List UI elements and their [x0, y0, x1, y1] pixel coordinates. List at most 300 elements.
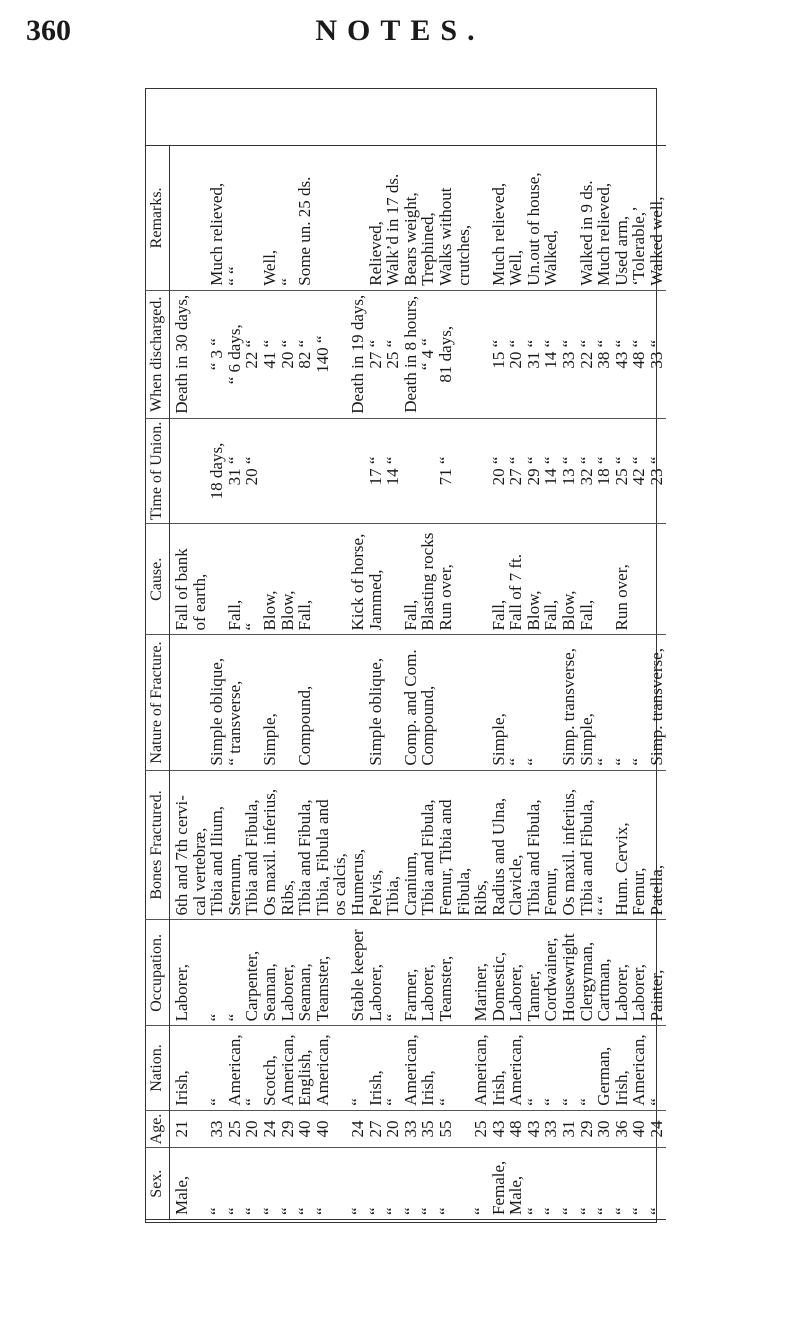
table-cell: Simple oblique,	[367, 635, 385, 770]
table-cell: 27 “	[367, 290, 385, 418]
table-cell: cal vertebræ,	[191, 770, 209, 920]
table-cell: Laborer,	[613, 920, 631, 1026]
table-cell: “	[630, 635, 648, 770]
table-cell: Walk’d in 17 ds.	[384, 146, 402, 291]
table-cell: 13 “	[560, 418, 578, 524]
table-cell: Un.out of house,	[525, 146, 543, 291]
table-cell: English,	[296, 1026, 314, 1110]
table-cell: “	[419, 1148, 437, 1220]
table-cell: 40	[314, 1110, 332, 1148]
table-row	[261, 146, 279, 1220]
table-cell: Laborer,	[279, 920, 297, 1026]
table-cell	[331, 418, 349, 524]
table-cell: Os maxil. inferius,	[560, 770, 578, 920]
table-cell: “ 4 “	[419, 290, 437, 418]
table-cell: 31	[560, 1110, 578, 1148]
table-cell: “	[349, 1026, 367, 1110]
table-cell	[595, 524, 613, 635]
table-cell: “	[507, 635, 525, 770]
table-cell: Walked well,	[648, 146, 666, 291]
table-cell: Fall,	[296, 524, 314, 635]
table-cell: Teamster,	[314, 920, 332, 1026]
column-header: Sex.	[145, 1148, 170, 1220]
table-cell: 29 “	[525, 418, 543, 524]
table-row	[349, 146, 367, 1220]
table-cell	[279, 418, 297, 524]
table-cell: Walked,	[542, 146, 560, 291]
table-cell: Painter,	[648, 920, 666, 1026]
table-cell: Irish,	[490, 1026, 508, 1110]
table-cell	[455, 290, 473, 418]
table-row	[314, 146, 332, 1220]
table-cell: 24	[261, 1110, 279, 1148]
table-cell	[331, 920, 349, 1026]
table-cell: 27	[367, 1110, 385, 1148]
table-cell: Laborer,	[630, 920, 648, 1026]
table-cell: Irish,	[170, 1026, 191, 1110]
table-cell: 20 “	[243, 418, 261, 524]
column-header: Nature of Fracture.	[145, 635, 170, 770]
table-cell: 15 “	[490, 290, 508, 418]
table-cell	[402, 418, 420, 524]
table-cell: “	[437, 1026, 455, 1110]
table-cell	[384, 524, 402, 635]
table-cell	[191, 146, 209, 291]
table-cell: 82 “	[296, 290, 314, 418]
table-cell: 24	[349, 1110, 367, 1148]
table-cell: “	[578, 1026, 596, 1110]
table-cell: Jammed,	[367, 524, 385, 635]
table-cell: 43 “	[613, 290, 631, 418]
table-cell: “ “	[595, 770, 613, 920]
table-cell: 25	[472, 1110, 490, 1148]
table-cell: Some un. 25 ds.	[296, 146, 314, 291]
table-cell: Simple,	[578, 635, 596, 770]
table-cell	[243, 635, 261, 770]
rotated-table-container	[145, 145, 667, 1220]
table-cell: Relieved,	[367, 146, 385, 291]
table-cell: 14 “	[384, 418, 402, 524]
table-cell: Fall,	[542, 524, 560, 635]
table-cell: 33 “	[560, 290, 578, 418]
table-cell	[314, 524, 332, 635]
table-cell	[648, 524, 666, 635]
table-cell	[191, 1110, 209, 1148]
table-cell	[455, 635, 473, 770]
table-cell: Os maxil. inferius,	[261, 770, 279, 920]
table-cell: 41 “	[261, 290, 279, 418]
table-cell	[437, 635, 455, 770]
table-cell: Femur,	[630, 770, 648, 920]
table-row	[279, 146, 297, 1220]
table-cell: 31 “	[525, 290, 543, 418]
table-cell: 20 “	[490, 418, 508, 524]
table-row	[542, 146, 560, 1220]
table-cell: “	[279, 146, 297, 291]
table-cell: American,	[279, 1026, 297, 1110]
column-header: Age.	[145, 1110, 170, 1148]
table-row	[578, 146, 596, 1220]
table-cell: 32 “	[578, 418, 596, 524]
table-cell: Tibia,	[384, 770, 402, 920]
table-cell: 43	[490, 1110, 508, 1148]
table-cell: Death in 8 hours,	[402, 290, 420, 418]
table-cell: Clavicle,	[507, 770, 525, 920]
table-cell: Simple oblique,	[208, 635, 226, 770]
table-cell: Tanner,	[525, 920, 543, 1026]
table-cell: 40	[296, 1110, 314, 1148]
table-cell: Compound,	[419, 635, 437, 770]
table-cell: Clergyman,	[578, 920, 596, 1026]
table-row	[243, 146, 261, 1220]
table-cell: “	[226, 920, 244, 1026]
table-cell: “	[613, 1148, 631, 1220]
table-cell: “	[630, 1148, 648, 1220]
table-cell: Female,	[490, 1148, 508, 1220]
table-cell: Blow,	[279, 524, 297, 635]
table-row	[384, 146, 402, 1220]
table-cell: Radius and Ulna,	[490, 770, 508, 920]
table-cell	[472, 524, 490, 635]
table-cell: 21	[170, 1110, 191, 1148]
table-cell	[349, 635, 367, 770]
table-row	[437, 146, 455, 1220]
table-cell: os calcis,	[331, 770, 349, 920]
table-cell: “	[525, 1148, 543, 1220]
table-cell: Tibia and Fibula,	[419, 770, 437, 920]
table-cell: American,	[402, 1026, 420, 1110]
table-cell: 38 “	[595, 290, 613, 418]
table-cell: 33	[402, 1110, 420, 1148]
table-row	[296, 146, 314, 1220]
table-cell: Male,	[507, 1148, 525, 1220]
table-cell	[472, 418, 490, 524]
table-cell: Seaman,	[296, 920, 314, 1026]
page-header	[0, 0, 800, 60]
table-cell: Humerus,	[349, 770, 367, 920]
table-row	[613, 146, 631, 1220]
table-cell	[384, 635, 402, 770]
table-cell: Cranium,	[402, 770, 420, 920]
table-cell: “	[402, 1148, 420, 1220]
table-cell	[472, 146, 490, 291]
table-cell: 14 “	[542, 290, 560, 418]
table-cell: Fall of bank	[170, 524, 191, 635]
table-cell: 20 “	[507, 290, 525, 418]
table-cell: American,	[314, 1026, 332, 1110]
table-cell	[191, 635, 209, 770]
table-cell: “ 6 days,	[226, 290, 244, 418]
table-cell: Much relieved,	[595, 146, 613, 291]
table-cell: “	[243, 1148, 261, 1220]
table-cell: Tibia, Fibula and	[314, 770, 332, 920]
page-number: 360	[26, 14, 71, 47]
table-cell: Hum. Cervix,	[613, 770, 631, 920]
table-cell: “	[208, 1148, 226, 1220]
table-cell: 25 “	[613, 418, 631, 524]
table-cell: American,	[226, 1026, 244, 1110]
table-row	[648, 146, 666, 1220]
table-cell: Fibula,	[455, 770, 473, 920]
table-cell: “	[578, 1148, 596, 1220]
table-cell: American,	[630, 1026, 648, 1110]
table-cell: Carpenter,	[243, 920, 261, 1026]
fracture-cases-table	[145, 145, 666, 1220]
table-cell: 14 “	[542, 418, 560, 524]
running-title: NOTES.	[315, 14, 485, 47]
table-cell: Ribs,	[279, 770, 297, 920]
table-cell: 33	[208, 1110, 226, 1148]
table-cell: Stable keeper	[349, 920, 367, 1026]
table-cell: Well,	[507, 146, 525, 291]
table-cell: American,	[507, 1026, 525, 1110]
table-cell	[261, 418, 279, 524]
table-cell: 22 “	[243, 290, 261, 418]
table-cell: 6th and 7th cervi-	[170, 770, 191, 920]
table-row	[560, 146, 578, 1220]
table-cell	[331, 1110, 349, 1148]
table-cell	[331, 1148, 349, 1220]
column-header: Cause.	[145, 524, 170, 635]
table-cell: “	[560, 1026, 578, 1110]
table-cell: “ “	[226, 146, 244, 291]
table-cell: of earth,	[191, 524, 209, 635]
table-row	[472, 146, 490, 1220]
table-cell: Run over,	[437, 524, 455, 635]
table-cell: 31 “	[226, 418, 244, 524]
table-cell	[314, 146, 332, 291]
table-cell: 55	[437, 1110, 455, 1148]
table-cell: Pelvis,	[367, 770, 385, 920]
table-cell: Blow,	[525, 524, 543, 635]
table-cell: Fall,	[578, 524, 596, 635]
table-cell: Comp. and Com.	[402, 635, 420, 770]
table-cell: Domestic,	[490, 920, 508, 1026]
table-cell: Blow,	[560, 524, 578, 635]
table-cell: “	[296, 1148, 314, 1220]
column-header: Nation.	[145, 1026, 170, 1110]
table-cell	[331, 635, 349, 770]
table-cell: Tibia and Fibula,	[243, 770, 261, 920]
table-cell	[191, 1148, 209, 1220]
table-cell: Death in 30 days,	[170, 290, 191, 418]
table-cell	[349, 418, 367, 524]
table-cell: 43	[525, 1110, 543, 1148]
table-cell: Farmer,	[402, 920, 420, 1026]
table-cell: “	[384, 920, 402, 1026]
table-cell: Irish,	[419, 1026, 437, 1110]
table-cell: Laborer,	[419, 920, 437, 1026]
table-cell: “	[613, 635, 631, 770]
table-cell: “	[437, 1148, 455, 1220]
column-header: Time of Union.	[145, 418, 170, 524]
table-cell: “	[525, 1026, 543, 1110]
table-cell: Blow,	[261, 524, 279, 635]
table-cell	[191, 290, 209, 418]
table-row	[419, 146, 437, 1220]
table-cell	[472, 635, 490, 770]
table-cell	[472, 290, 490, 418]
table-cell: Used arm,	[613, 146, 631, 291]
table-cell	[191, 920, 209, 1026]
table-cell	[191, 418, 209, 524]
table-cell	[314, 418, 332, 524]
table-cell: Walked in 9 ds.	[578, 146, 596, 291]
table-cell: 30	[595, 1110, 613, 1148]
table-cell	[314, 635, 332, 770]
table-cell	[630, 524, 648, 635]
table-cell: Blasting rocks	[419, 524, 437, 635]
table-cell: “	[367, 1148, 385, 1220]
table-cell: “	[243, 1026, 261, 1110]
table-cell	[455, 1110, 473, 1148]
table-cell: Fall of 7 ft.	[507, 524, 525, 635]
table-cell: Mariner,	[472, 920, 490, 1026]
table-cell: Bears weight,	[402, 146, 420, 291]
table-cell	[455, 524, 473, 635]
table-cell: 25 “	[384, 290, 402, 418]
table-cell: “ 3 “	[208, 290, 226, 418]
table-cell: “	[560, 1148, 578, 1220]
table-cell: Patella,	[648, 770, 666, 920]
table-cell: “ transverse,	[226, 635, 244, 770]
table-cell: Femur, Tibia and	[437, 770, 455, 920]
table-cell: Run over,	[613, 524, 631, 635]
table-cell	[208, 524, 226, 635]
table-cell: “	[648, 1148, 666, 1220]
table-cell: 140 “	[314, 290, 332, 418]
table-row	[331, 146, 349, 1220]
table-cell: 48 “	[630, 290, 648, 418]
table-cell: “	[472, 1148, 490, 1220]
table-cell: Fall,	[490, 524, 508, 635]
table-cell: Laborer,	[170, 920, 191, 1026]
table-cell: Male,	[170, 1148, 191, 1220]
table-cell: 33	[542, 1110, 560, 1148]
table-cell: Walks without	[437, 146, 455, 291]
table-cell: Laborer,	[367, 920, 385, 1026]
table-row	[208, 146, 226, 1220]
table-cell: 48	[507, 1110, 525, 1148]
table-cell	[455, 920, 473, 1026]
table-cell: 35	[419, 1110, 437, 1148]
table-cell: “	[243, 524, 261, 635]
table-row	[595, 146, 613, 1220]
table-cell: 29	[279, 1110, 297, 1148]
table-cell	[560, 146, 578, 291]
table-cell: Teamster,	[437, 920, 455, 1026]
table-cell: 18 days,	[208, 418, 226, 524]
table-cell: Simp. transverse,	[648, 635, 666, 770]
table-cell	[542, 635, 560, 770]
table-cell: 20	[243, 1110, 261, 1148]
table-cell: 42 “	[630, 418, 648, 524]
table-cell: Well,	[261, 146, 279, 291]
table-cell: Tibia and Fibula,	[525, 770, 543, 920]
table-row	[490, 146, 508, 1220]
table-cell	[170, 418, 191, 524]
table-cell	[455, 1026, 473, 1110]
table-cell: Compound,	[296, 635, 314, 770]
table-cell: 22 “	[578, 290, 596, 418]
table-cell: Seaman,	[261, 920, 279, 1026]
table-cell: crutches,	[455, 146, 473, 291]
table-row	[402, 146, 420, 1220]
table-cell	[455, 1148, 473, 1220]
table-cell: 23 “	[648, 418, 666, 524]
table-cell: 29	[578, 1110, 596, 1148]
table-cell: “	[208, 1026, 226, 1110]
table-cell	[419, 418, 437, 524]
table-cell: Fall,	[226, 524, 244, 635]
table-cell: 81 days,	[437, 290, 455, 418]
table-row	[191, 146, 209, 1220]
table-row	[170, 146, 191, 1220]
table-cell	[331, 290, 349, 418]
table-cell	[243, 146, 261, 291]
table-cell: “	[384, 1148, 402, 1220]
table-cell: Much relieved,	[208, 146, 226, 291]
table-cell	[349, 146, 367, 291]
column-header: Remarks.	[145, 146, 170, 291]
table-row	[630, 146, 648, 1220]
table-cell: Kick of horse,	[349, 524, 367, 635]
table-cell: 24	[648, 1110, 666, 1148]
table-row	[455, 146, 473, 1220]
table-cell: “	[349, 1148, 367, 1220]
table-cell: Ribs,	[472, 770, 490, 920]
table-cell: Housewright	[560, 920, 578, 1026]
table-cell: 40	[630, 1110, 648, 1148]
table-body	[170, 146, 666, 1220]
table-cell: “	[226, 1148, 244, 1220]
table-cell: “	[542, 1026, 560, 1110]
table-cell: Sternum,	[226, 770, 244, 920]
table-cell: Cordwainer,	[542, 920, 560, 1026]
table-cell: “	[595, 635, 613, 770]
table-row	[226, 146, 244, 1220]
table-cell: 71 “	[437, 418, 455, 524]
table-cell: Fall,	[402, 524, 420, 635]
table-cell: “	[525, 635, 543, 770]
table-row	[507, 146, 525, 1220]
table-cell: Scotch,	[261, 1026, 279, 1110]
table-cell: 18 “	[595, 418, 613, 524]
column-header: Bones Fractured.	[145, 770, 170, 920]
table-cell: “	[314, 1148, 332, 1220]
table-cell: Laborer,	[507, 920, 525, 1026]
table-cell: “	[595, 1148, 613, 1220]
table-cell: Tibia and Fibula,	[578, 770, 596, 920]
table-cell: Death in 19 days,	[349, 290, 367, 418]
table-cell	[296, 418, 314, 524]
column-header: When discharged.	[145, 290, 170, 418]
table-cell: Trephined,	[419, 146, 437, 291]
table-cell: 20 “	[279, 290, 297, 418]
table-cell: “	[279, 1148, 297, 1220]
table-cell	[331, 146, 349, 291]
table-cell	[191, 1026, 209, 1110]
table-row	[525, 146, 543, 1220]
table-cell: “	[261, 1148, 279, 1220]
table-cell: 20	[384, 1110, 402, 1148]
table-cell: German,	[595, 1026, 613, 1110]
table-cell: Tibia and Fibula,	[296, 770, 314, 920]
table-cell: 27 “	[507, 418, 525, 524]
table-cell: 33 “	[648, 290, 666, 418]
table-cell	[331, 1026, 349, 1110]
table-cell	[455, 418, 473, 524]
